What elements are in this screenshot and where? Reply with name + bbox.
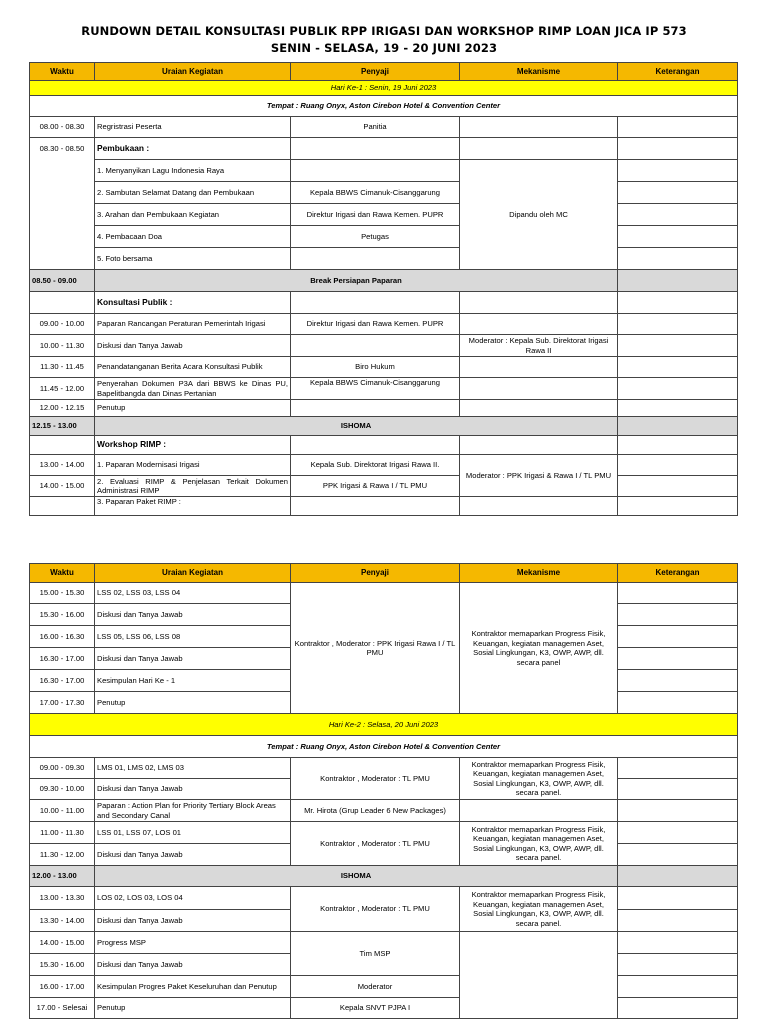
document-subtitle: SENIN - SELASA, 19 - 20 JUNI 2023 [270, 41, 498, 55]
activity-cell: Diskusi dan Tanya Jawab [95, 604, 291, 626]
time-cell: 12.15 - 13.00 [30, 417, 95, 436]
note-cell [618, 976, 738, 998]
activity-cell: 2. Evaluasi RIMP & Penjelasan Terkait Dokumen Administrasi RIMP [95, 476, 291, 497]
note-cell [618, 670, 738, 692]
time-cell: 08.00 - 08.30 [30, 117, 95, 138]
mechanism-cell [460, 357, 618, 378]
activity-cell: Diskusi dan Tanya Jawab [95, 844, 291, 866]
presenter-cell [291, 248, 460, 270]
mechanism-cell [460, 378, 618, 400]
note-cell [618, 248, 738, 270]
activity-cell: Penandatanganan Berita Acara Konsultasi Publik [95, 357, 291, 378]
time-cell: 10.00 - 11.00 [30, 800, 95, 822]
header-waktu: Waktu [30, 564, 95, 583]
note-cell [618, 204, 738, 226]
note-cell [618, 357, 738, 378]
presenter-cell: Direktur Irigasi dan Rawa Kemen. PUPR [291, 204, 460, 226]
presenter-cell: Kontraktor , Moderator : TL PMU [291, 887, 460, 932]
presenter-cell [291, 292, 460, 314]
presenter-cell: Kontraktor , Moderator : PPK Irigasi Rawa I / TL PMU [291, 583, 460, 714]
time-cell [30, 497, 95, 516]
time-cell: 13.00 - 14.00 [30, 455, 95, 476]
activity-cell: 2. Sambutan Selamat Datang dan Pembukaan [95, 182, 291, 204]
note-cell [618, 138, 738, 160]
time-cell: 12.00 - 13.00 [30, 866, 95, 887]
presenter-cell: Mr. Hirota (Grup Leader 6 New Packages) [291, 800, 460, 822]
activity-cell: Penyerahan Dokumen P3A dari BBWS ke Dinas PU, Bapelitbangda dan Dinas Pertanian [95, 378, 291, 400]
note-cell [618, 844, 738, 866]
day1-banner: Hari Ke-1 : Senin, 19 Juni 2023 [30, 81, 738, 96]
presenter-cell: Kepala BBWS Cimanuk-Cisanggarung [291, 378, 460, 400]
mechanism-cell [460, 932, 618, 1019]
note-cell [618, 400, 738, 417]
mechanism-cell [460, 400, 618, 417]
time-cell: 13.00 - 13.30 [30, 887, 95, 910]
schedule-table-day2 [29, 563, 738, 1019]
header-keterangan: Keterangan [618, 564, 738, 583]
note-cell [618, 910, 738, 932]
presenter-cell: Petugas [291, 226, 460, 248]
note-cell [618, 626, 738, 648]
note-cell [618, 182, 738, 204]
time-cell: 09.00 - 09.30 [30, 758, 95, 779]
note-cell [618, 866, 738, 887]
section-label: Konsultasi Publik : [95, 292, 291, 314]
time-cell: 15.00 - 15.30 [30, 583, 95, 604]
activity-cell: 5. Foto bersama [95, 248, 291, 270]
activity-cell: Diskusi dan Tanya Jawab [95, 335, 291, 357]
time-cell: 15.30 - 16.00 [30, 604, 95, 626]
mechanism-cell: Moderator : Kepala Sub. Direktorat Irigasi Rawa II [460, 335, 618, 357]
note-cell [618, 160, 738, 182]
time-cell: 10.00 - 11.30 [30, 335, 95, 357]
note-cell [618, 436, 738, 455]
mechanism-cell: Kontraktor memaparkan Progress Fisik, Keuangan, kegiatan managemen Aset, Sosial Lingkungan, K3, OWP, AWP, dll. secara panel. [460, 822, 618, 866]
note-cell [618, 314, 738, 335]
time-cell: 15.30 - 16.00 [30, 954, 95, 976]
note-cell [618, 779, 738, 800]
note-cell [618, 692, 738, 714]
break-label: Break Persiapan Paparan [95, 270, 618, 292]
time-cell: 14.00 - 15.00 [30, 476, 95, 497]
note-cell [618, 378, 738, 400]
mechanism-cell [460, 436, 618, 455]
header-uraian: Uraian Kegiatan [95, 564, 291, 583]
activity-cell: Progress MSP [95, 932, 291, 954]
mechanism-cell [460, 138, 618, 160]
mechanism-cell [460, 117, 618, 138]
header-keterangan: Keterangan [618, 63, 738, 81]
activity-cell: Paparan Rancangan Peraturan Pemerintah Irigasi [95, 314, 291, 335]
note-cell [618, 335, 738, 357]
note-cell [618, 954, 738, 976]
header-penyaji: Penyaji [291, 63, 460, 81]
time-cell: 13.30 - 14.00 [30, 910, 95, 932]
time-cell: 11.30 - 11.45 [30, 357, 95, 378]
presenter-cell [291, 400, 460, 417]
activity-cell: 1. Paparan Modernisasi Irigasi [95, 455, 291, 476]
note-cell [618, 604, 738, 626]
activity-cell: Penutup [95, 998, 291, 1019]
note-cell [618, 476, 738, 497]
presenter-cell [291, 160, 460, 182]
time-cell: 16.00 - 17.00 [30, 976, 95, 998]
activity-cell: LSS 01, LSS 07, LOS 01 [95, 822, 291, 844]
mechanism-cell [460, 314, 618, 335]
note-cell [618, 887, 738, 910]
mechanism-cell: Moderator : PPK Irigasi & Rawa I / TL PMU [460, 455, 618, 497]
presenter-cell: Moderator [291, 976, 460, 998]
time-cell: 11.00 - 11.30 [30, 822, 95, 844]
time-cell: 12.00 - 12.15 [30, 400, 95, 417]
day2-place: Tempat : Ruang Onyx, Aston Cirebon Hotel & Convention Center [30, 736, 738, 758]
activity-cell: LMS 01, LMS 02, LMS 03 [95, 758, 291, 779]
activity-cell: Diskusi dan Tanya Jawab [95, 779, 291, 800]
time-cell: 08.30 - 08.50 [30, 138, 95, 270]
presenter-cell [291, 497, 460, 516]
presenter-cell [291, 335, 460, 357]
time-cell: 09.30 - 10.00 [30, 779, 95, 800]
section-label: Pembukaan : [95, 138, 291, 160]
time-cell [30, 292, 95, 314]
header-waktu: Waktu [30, 63, 95, 81]
header-penyaji: Penyaji [291, 564, 460, 583]
note-cell [618, 270, 738, 292]
time-cell: 16.30 - 17.00 [30, 670, 95, 692]
time-cell: 08.50 - 09.00 [30, 270, 95, 292]
time-cell [30, 436, 95, 455]
activity-cell: 4. Pembacaan Doa [95, 226, 291, 248]
note-cell [618, 758, 738, 779]
header-uraian: Uraian Kegiatan [95, 63, 291, 81]
break-label: ISHOMA [95, 417, 618, 436]
activity-cell: 3. Paparan Paket RIMP : [95, 497, 291, 516]
time-cell: 16.00 - 16.30 [30, 626, 95, 648]
note-cell [618, 998, 738, 1019]
time-cell: 17.00 - 17.30 [30, 692, 95, 714]
activity-cell: Kesimpulan Progres Paket Keseluruhan dan Penutup [95, 976, 291, 998]
activity-cell: Paparan : Action Plan for Priority Tertiary Block Areas and Secondary Canal [95, 800, 291, 822]
header-mekanisme: Mekanisme [460, 63, 618, 81]
presenter-cell: Panitia [291, 117, 460, 138]
note-cell [618, 583, 738, 604]
mechanism-cell [460, 497, 618, 516]
mechanism-cell: Dipandu oleh MC [460, 160, 618, 270]
presenter-cell: Kepala Sub. Direktorat Irigasi Rawa II. [291, 455, 460, 476]
activity-cell: LSS 05, LSS 06, LSS 08 [95, 626, 291, 648]
activity-cell: Penutup [95, 400, 291, 417]
activity-cell: Kesimpulan Hari Ke - 1 [95, 670, 291, 692]
time-cell: 11.30 - 12.00 [30, 844, 95, 866]
schedule-table-day1 [29, 62, 738, 516]
presenter-cell: Tim MSP [291, 932, 460, 976]
note-cell [618, 822, 738, 844]
time-cell: 11.45 - 12.00 [30, 378, 95, 400]
mechanism-cell [460, 800, 618, 822]
mechanism-cell [460, 292, 618, 314]
activity-cell: LSS 02, LSS 03, LSS 04 [95, 583, 291, 604]
activity-cell: 1. Menyanyikan Lagu Indonesia Raya [95, 160, 291, 182]
activity-cell: 3. Arahan dan Pembukaan Kegiatan [95, 204, 291, 226]
note-cell [618, 226, 738, 248]
section-label: Workshop RIMP : [95, 436, 291, 455]
note-cell [618, 417, 738, 436]
note-cell [618, 292, 738, 314]
activity-cell: Penutup [95, 692, 291, 714]
break-label: ISHOMA [95, 866, 618, 887]
presenter-cell [291, 436, 460, 455]
presenter-cell: Biro Hukum [291, 357, 460, 378]
mechanism-cell: Kontraktor memaparkan Progress Fisik, Keuangan, kegiatan managemen Aset, Sosial Lingkungan, K3, OWP, AWP, dll. secara panel [460, 583, 618, 714]
note-cell [618, 117, 738, 138]
mechanism-cell: Kontraktor memaparkan Progress Fisik, Keuangan, kegiatan managemen Aset, Sosial Lingkungan, K3, OWP, AWP, dll. secara panel. [460, 758, 618, 800]
time-cell: 14.00 - 15.00 [30, 932, 95, 954]
time-cell: 16.30 - 17.00 [30, 648, 95, 670]
note-cell [618, 648, 738, 670]
presenter-cell: Kepala BBWS Cimanuk-Cisanggarung [291, 182, 460, 204]
activity-cell: Diskusi dan Tanya Jawab [95, 910, 291, 932]
note-cell [618, 800, 738, 822]
note-cell [618, 932, 738, 954]
activity-cell: LOS 02, LOS 03, LOS 04 [95, 887, 291, 910]
activity-cell: Diskusi dan Tanya Jawab [95, 954, 291, 976]
day1-place: Tempat : Ruang Onyx, Aston Cirebon Hotel & Convention Center [30, 96, 738, 117]
note-cell [618, 497, 738, 516]
activity-cell: Diskusi dan Tanya Jawab [95, 648, 291, 670]
presenter-cell [291, 138, 460, 160]
day2-banner: Hari Ke-2 : Selasa, 20 Juni 2023 [30, 714, 738, 736]
presenter-cell: Kontraktor , Moderator : TL PMU [291, 758, 460, 800]
presenter-cell: Kontraktor , Moderator : TL PMU [291, 822, 460, 866]
presenter-cell: Direktur Irigasi dan Rawa Kemen. PUPR [291, 314, 460, 335]
presenter-cell: Kepala SNVT PJPA I [291, 998, 460, 1019]
time-cell: 17.00 - Selesai [30, 998, 95, 1019]
presenter-cell: PPK Irigasi & Rawa I / TL PMU [291, 476, 460, 497]
mechanism-cell: Kontraktor memaparkan Progress Fisik, Keuangan, kegiatan managemen Aset, Sosial Lingkungan, K3, OWP, AWP, dll. secara panel. [460, 887, 618, 932]
header-mekanisme: Mekanisme [460, 564, 618, 583]
activity-cell: Regristrasi Peserta [95, 117, 291, 138]
document-title: RUNDOWN DETAIL KONSULTASI PUBLIK RPP IRIGASI DAN WORKSHOP RIMP LOAN JICA IP 573 [81, 24, 687, 38]
note-cell [618, 455, 738, 476]
time-cell: 09.00 - 10.00 [30, 314, 95, 335]
